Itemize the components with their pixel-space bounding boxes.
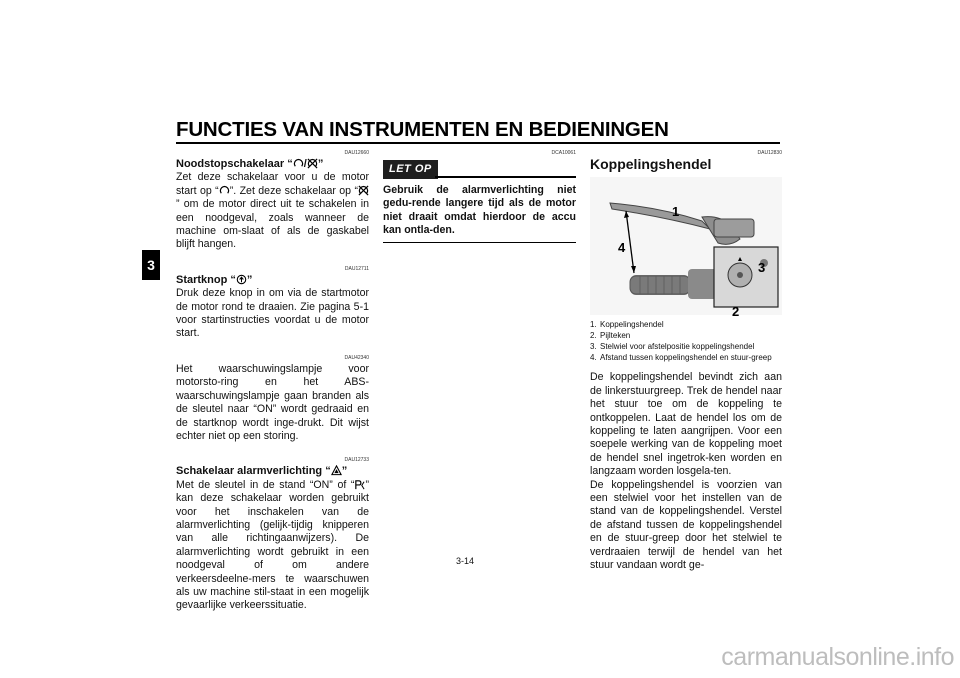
hazard-switch-heading	[176, 465, 369, 478]
legend-item	[590, 330, 782, 341]
figure-label-2: 2	[732, 304, 740, 320]
heading-text: ”	[341, 465, 348, 478]
engine-stop-icon	[358, 185, 369, 196]
figure-legend	[590, 319, 782, 363]
parking-icon	[354, 479, 365, 490]
start-switch-section	[176, 266, 369, 341]
page-title: FUNCTIES VAN INSTRUMENTEN EN BEDIENINGEN	[176, 118, 669, 141]
engine-stop-switch-text	[176, 171, 369, 251]
legend-text: Pijlteken	[600, 331, 631, 341]
caution-end-rule	[383, 242, 576, 244]
start-switch-heading	[176, 274, 369, 287]
page-number: 3-14	[456, 556, 475, 566]
legend-text: Stelwiel voor afstelpositie koppelingshendel	[600, 342, 755, 352]
section-code: DAU12660	[344, 150, 369, 156]
heading-text: /	[303, 158, 307, 170]
watermark: carmanualsonline.info	[721, 643, 954, 671]
figure-label-1: 1	[672, 204, 680, 220]
title-rule	[176, 142, 780, 144]
body-text: ” om de motor direct uit te schakelen in een noodgeval, zoals wanneer de machine om-slaat of als de gaskabel blijft hangen.	[176, 198, 369, 251]
legend-text: Afstand tussen koppelingshendel en stuur-greep	[600, 353, 772, 363]
section-code: DAU12830	[757, 150, 782, 156]
legend-number: 2.	[590, 331, 597, 341]
figure-label-4: 4	[618, 240, 626, 256]
caution-header	[383, 158, 576, 180]
caution-rule	[435, 176, 576, 178]
heading-text: Schakelaar alarmverlichting “	[176, 465, 331, 478]
body-text: ”. Zet deze schakelaar op “	[229, 184, 358, 197]
heading-text: ”	[317, 158, 324, 170]
hazard-switch-text	[176, 479, 369, 613]
engine-run-icon	[219, 185, 230, 196]
warning-light-section	[176, 355, 369, 443]
legend-text: Koppelingshendel	[600, 320, 664, 330]
start-icon	[236, 274, 247, 285]
section-code: DAU42340	[344, 354, 369, 361]
start-switch-text: Druk deze knop in om via de startmotor de motor rond te draaien. Zie pagina 5-1 voor startinstructies voordat u de motor start.	[176, 287, 369, 340]
heading-text: ”	[246, 273, 253, 286]
legend-item	[590, 341, 782, 352]
heading-text: Startknop “	[176, 273, 236, 286]
body-text: Zet deze schakelaar voor u de motor start op “	[176, 171, 369, 197]
right-column	[590, 150, 782, 573]
clutch-lever-figure	[590, 177, 782, 320]
caution-text: Gebruik de alarmverlichting niet gedu-rende langere tijd als de motor niet draait omdat hierdoor de accu kan ontla-den.	[383, 184, 576, 237]
clutch-lever-text-1: De koppelingshendel bevindt zich aan de linkerstuurgreep. Trek de hendel naar het stuur toe om de koppeling te ontkoppelen. Laat de hendel los om de koppeling te laten aangrijpen. Voor een soepele werking van de koppeling moet de hendel snel ingetrok-ken worden en langzaam worden losgela-ten.	[590, 371, 782, 478]
section-code: DAU12711	[344, 265, 369, 272]
clutch-lever-title: Koppelingshendel	[590, 156, 712, 172]
legend-item	[590, 319, 782, 330]
engine-stop-icon	[307, 158, 318, 169]
legend-number: 4.	[590, 353, 597, 363]
engine-stop-switch-heading	[176, 158, 369, 171]
clutch-lever-text-2: De koppelingshendel is voorzien van een stelwiel voor het instellen van de stand van de koppelingshendel. Verstel de afstand tussen de koppelingshendel en de stuur-greep door het stelwiel te verdraaien terwijl de hendel van het stuur vandaan wordt ge-	[590, 478, 782, 572]
legend-number: 1.	[590, 320, 597, 330]
caution-badge: LET OP	[383, 160, 438, 179]
engine-stop-switch-section	[176, 150, 369, 252]
section-code: DCA10061	[551, 150, 576, 156]
legend-number: 3.	[590, 342, 597, 352]
hazard-icon	[331, 465, 342, 476]
section-code: DAU12733	[344, 457, 369, 464]
body-text: Met de sleutel in de stand “ON” of “	[176, 478, 355, 491]
body-text: ” kan deze schakelaar worden gebruikt voor het inschakelen van de alarmverlichting (gelijk-tijdig knipperen van alle richtingaanwijzers). De alarmverlichting wordt gebruikt in een noodgeval of om andere verkeersdeelne-mers te waarschuwen als uw machine stil-staat in een mogelijk gevaarlijke verkeerssituatie.	[176, 478, 369, 612]
warning-light-text: Het waarschuwingslampje voor motorsto-ring en het ABS-waarschuwingslampje gaan branden als de sleutel naar “ON” wordt gedraaid en de startknop wordt inge-drukt. Dit wijst echter niet op een storing.	[176, 362, 369, 442]
engine-run-icon	[293, 158, 304, 169]
legend-item	[590, 352, 782, 363]
heading-text: Noodstopschakelaar “	[176, 158, 293, 170]
figure-label-3: 3	[758, 260, 766, 276]
left-column	[176, 150, 369, 627]
chapter-tab: 3	[142, 250, 160, 280]
middle-column	[383, 150, 576, 243]
hazard-switch-section	[176, 457, 369, 612]
